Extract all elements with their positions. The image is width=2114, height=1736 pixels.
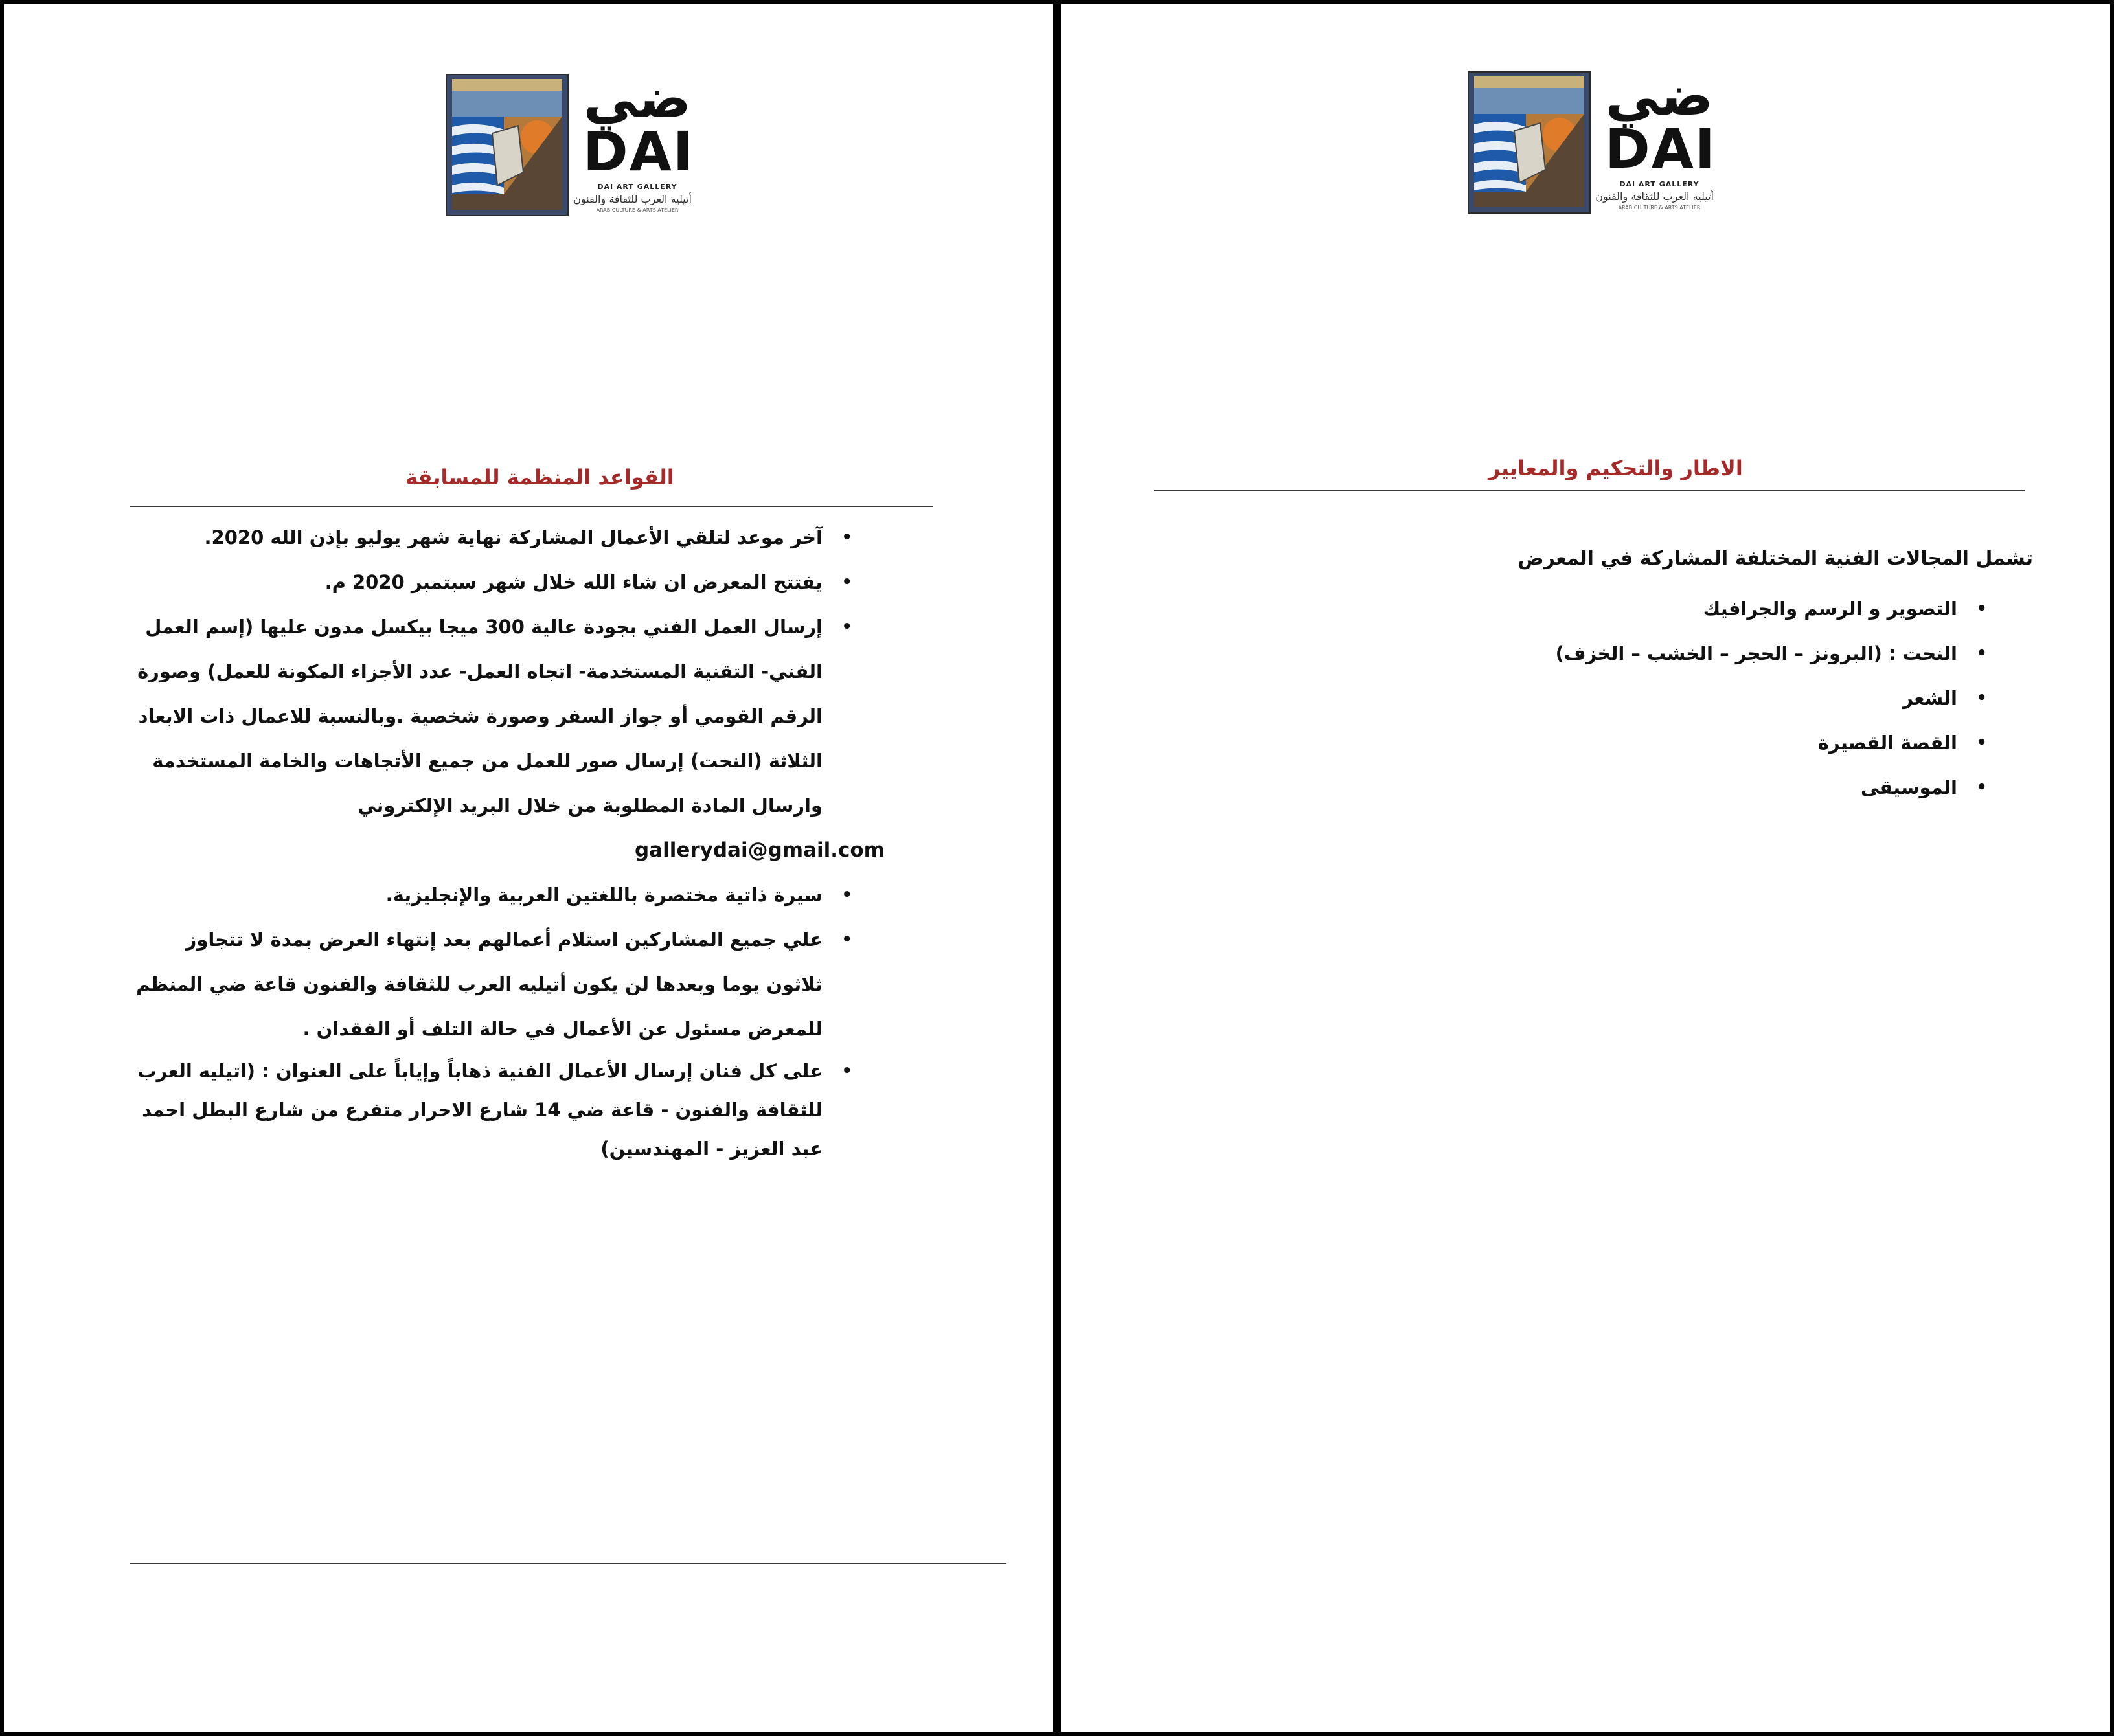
logo-group <box>446 67 694 220</box>
fields-list <box>1404 587 1987 810</box>
rules-block <box>133 515 885 1168</box>
field-item: • التصوير و الرسم والجرافيك <box>1404 587 1987 631</box>
rule-item: • آخر موعد لتلقي الأعمال المشاركة نهاية شهر يوليو بإذن الله 2020. <box>133 515 852 560</box>
logo-subtitle: DAI ART GALLERY <box>1619 180 1699 188</box>
logo-latin-text: DAI <box>1605 117 1716 181</box>
logo-latin-text: DAI <box>583 120 694 183</box>
rule-item: • علي جميع المشاركين استلام أعمالهم بعد إنتهاء العرض بمدة لا تتجاوز ثلاثون يوما وبعدها لن يكون أتيليه العرب للثقافة والفنون قاعة ضي المنظم للمعرض مسئول عن الأعمال في حالة التلف أو الفقدان . <box>133 918 852 1052</box>
rule-item: • سيرة ذاتية مختصرة باللغتين العربية والإنجليزية. <box>133 873 852 918</box>
title-divider <box>1154 490 2025 491</box>
logo-tagline-arabic: أتيليه العرب للثقافة والفنون <box>1595 190 1714 203</box>
fields-intro: تشمل المجالات الفنية المختلفة المشاركة في المعرض <box>1517 547 2033 570</box>
logo-tagline-arabic: أتيليه العرب للثقافة والفنون <box>573 193 692 205</box>
rules-list <box>133 515 885 1168</box>
atelier-emblem-logo <box>446 74 569 216</box>
rule-item: • يفتتح المعرض ان شاء الله خلال شهر سبتمبر 2020 م. <box>133 560 852 605</box>
field-item: • الموسيقى <box>1404 765 1987 810</box>
title-divider <box>130 506 933 507</box>
logo-subtitle: DAI ART GALLERY <box>597 183 677 191</box>
footer-divider <box>130 1563 1006 1564</box>
logo-tagline-english: ARAB CULTURE & ARTS ATELIER <box>1618 205 1701 210</box>
document-page-right <box>1061 4 2110 1732</box>
field-item: • النحت : (البرونز – الحجر – الخشب – الخزف) <box>1404 631 1987 676</box>
atelier-emblem-logo <box>1468 71 1591 214</box>
fields-block <box>1404 587 1987 810</box>
field-item: • الشعر <box>1404 676 1987 721</box>
field-item: • القصة القصيرة <box>1404 721 1987 765</box>
dai-art-gallery-logo <box>1595 64 1716 216</box>
contact-email: gallerydai@gmail.com <box>634 839 885 862</box>
logo-arabic-letter: ضي <box>583 67 692 130</box>
logo-tagline-english: ARAB CULTURE & ARTS ATELIER <box>596 207 679 213</box>
document-page-left <box>4 4 1053 1732</box>
rule-item-address: • على كل فنان إرسال الأعمال الفنية ذهاباً وإياباً على العنوان : (اتيليه العرب للثقافة والفنون - قاعة ضي 14 شارع الاحرار متفرع من شارع البطل احمد عبد العزيز - المهندسين) <box>133 1052 852 1168</box>
section-title-rules: القواعد المنظمة للمسابقة <box>405 465 674 490</box>
dai-art-gallery-logo <box>573 67 694 219</box>
logo-group <box>1468 64 1716 218</box>
rule-item: • إرسال العمل الفني بجودة عالية 300 ميجا بيكسل مدون عليها (إسم العمل الفني- التقنية المستخدمة- اتجاه العمل- عدد الأجزاء المكونة للعمل) وصورة الرقم القومي أو جواز السفر وصورة شخصية .وبالنسبة للاعمال ذات الابعاد الثلاثة (النحت) إرسال صور للعمل من جميع الأتجاهات والخامة المستخدمة وارسال المادة المطلوبة من خلال البريد الإلكتروني <box>133 605 852 828</box>
section-title-framework: الاطار والتحكيم والمعايير <box>1488 456 1743 480</box>
logo-arabic-letter: ضي <box>1605 64 1714 128</box>
